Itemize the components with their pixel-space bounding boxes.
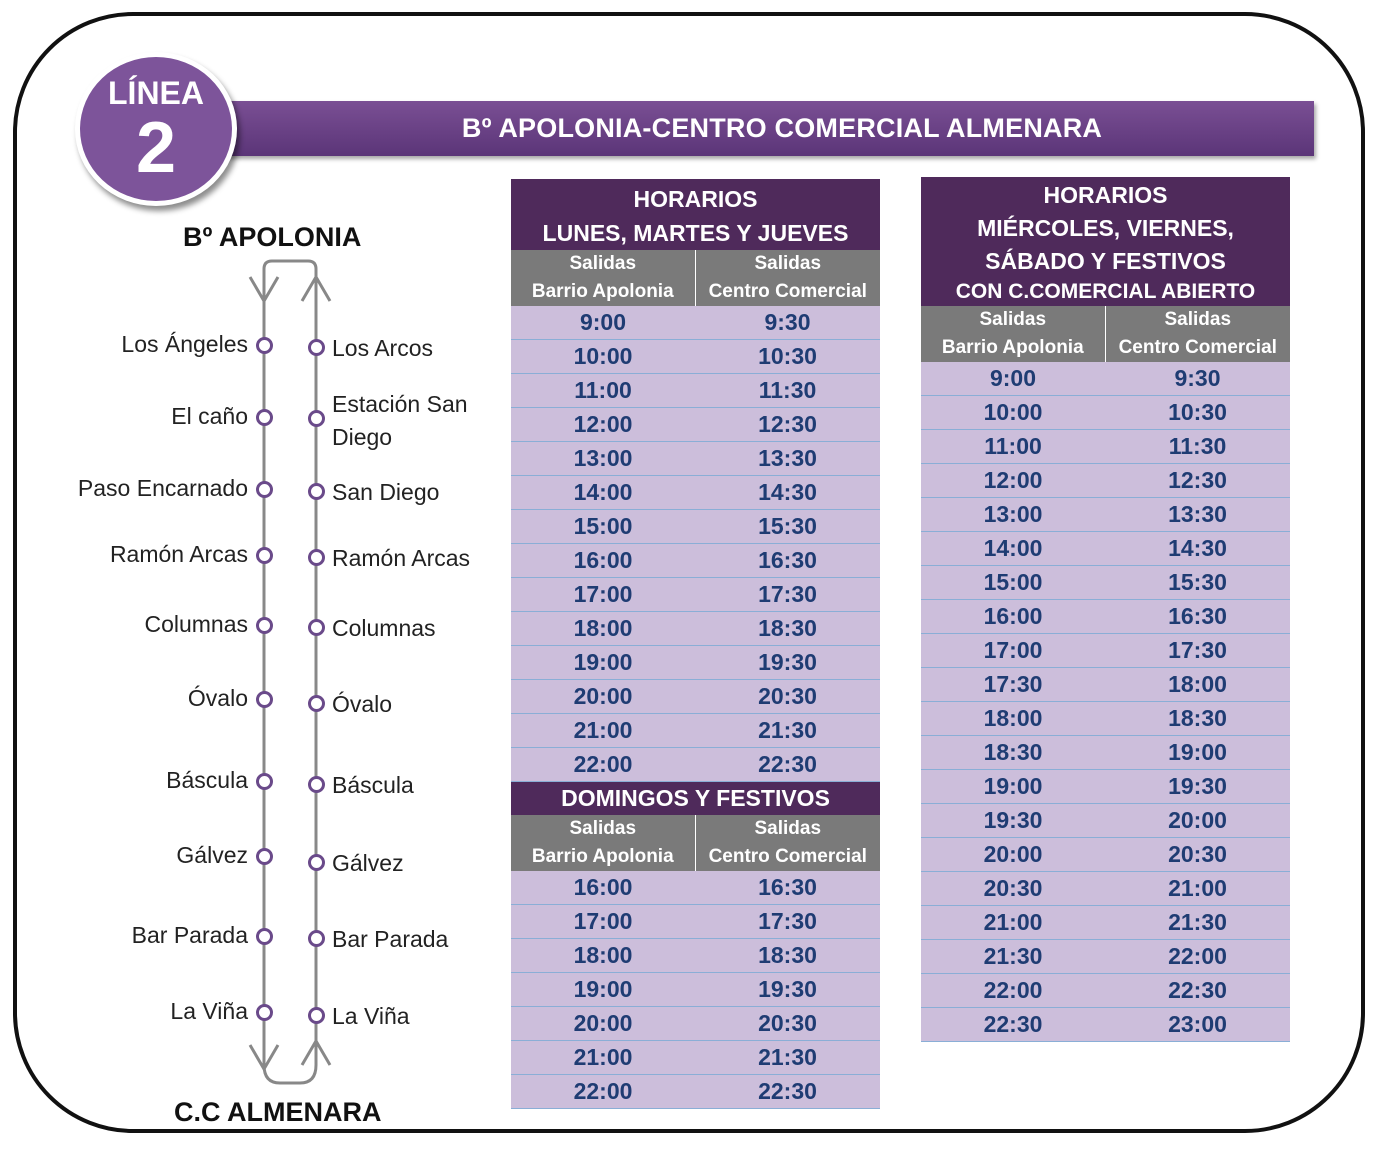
schedule-row	[511, 680, 880, 714]
departure-apolonia: 19:00	[921, 770, 1105, 804]
departure-apolonia: 9:00	[921, 362, 1105, 396]
departure-apolonia: 20:00	[921, 838, 1105, 872]
stop-marker-icon	[308, 930, 325, 947]
schedule-row	[921, 838, 1290, 872]
departure-centro: 18:30	[695, 939, 880, 973]
schedule-row	[511, 871, 880, 905]
schedule-row	[921, 566, 1290, 600]
departure-apolonia: 10:00	[921, 396, 1105, 430]
stop-marker-icon	[256, 617, 273, 634]
schedule-weekday-table	[511, 179, 880, 1109]
departure-centro: 15:30	[1105, 566, 1290, 600]
stop-marker-icon	[308, 1007, 325, 1024]
stop-marker-icon	[308, 549, 325, 566]
stop-marker-icon	[308, 695, 325, 712]
departure-apolonia: 15:00	[921, 566, 1105, 600]
departure-centro: 10:30	[1105, 396, 1290, 430]
stop-label-outbound: Óvalo	[187, 685, 248, 711]
departure-centro: 10:30	[695, 340, 880, 374]
departure-centro: 15:30	[695, 510, 880, 544]
departure-apolonia: 21:00	[511, 714, 695, 748]
departure-apolonia: 13:00	[511, 442, 695, 476]
schedule-row	[511, 1041, 880, 1075]
schedule-row	[511, 1075, 880, 1109]
departure-centro: 13:30	[695, 442, 880, 476]
departure-centro: 19:30	[695, 646, 880, 680]
departure-centro: 17:30	[695, 905, 880, 939]
stop-marker-icon	[256, 1004, 273, 1021]
departure-centro: 9:30	[695, 306, 880, 340]
departure-apolonia: 21:00	[921, 906, 1105, 940]
departure-centro: 16:30	[695, 544, 880, 578]
route-line-diagram	[240, 255, 350, 1095]
departure-apolonia: 12:00	[511, 408, 695, 442]
schedule-row	[511, 374, 880, 408]
stop-marker-icon	[308, 483, 325, 500]
stop-label-outbound: Báscula	[166, 767, 248, 793]
other-title-line3: SÁBADO Y FESTIVOS	[985, 248, 1226, 274]
departure-centro: 18:30	[695, 612, 880, 646]
departure-centro: 22:30	[1105, 974, 1290, 1008]
departure-centro: 12:30	[695, 408, 880, 442]
other-title-line2: MIÉRCOLES, VIERNES,	[977, 215, 1234, 241]
departure-centro: 20:30	[695, 680, 880, 714]
departure-apolonia: 20:00	[511, 680, 695, 714]
stop-label-outbound: Ramón Arcas	[109, 541, 248, 567]
stop-label-outbound: Gálvez	[176, 842, 248, 868]
schedule-row	[511, 510, 880, 544]
stop-marker-icon	[308, 339, 325, 356]
col-header-apolonia: Salidas Barrio Apolonia	[531, 253, 674, 302]
stop-label-inbound: Óvalo	[332, 691, 393, 717]
departure-apolonia: 20:30	[921, 872, 1105, 906]
stop-label-inbound: Los Arcos	[332, 335, 433, 361]
schedule-row	[921, 668, 1290, 702]
schedule-row	[921, 498, 1290, 532]
departure-apolonia: 19:00	[511, 973, 695, 1007]
stop-label-outbound: Bar Parada	[131, 922, 248, 948]
departure-centro: 20:30	[695, 1007, 880, 1041]
schedule-row	[921, 362, 1290, 396]
departure-centro: 19:30	[1105, 770, 1290, 804]
line-number: 2	[135, 108, 177, 188]
schedule-row	[921, 396, 1290, 430]
departure-centro: 17:30	[1105, 634, 1290, 668]
departure-centro: 21:30	[695, 1041, 880, 1075]
departure-apolonia: 11:00	[511, 374, 695, 408]
stop-label-inbound: Gálvez	[332, 850, 404, 876]
schedule-row	[921, 634, 1290, 668]
schedule-row	[511, 714, 880, 748]
stop-marker-icon	[308, 410, 325, 427]
departure-apolonia: 21:30	[921, 940, 1105, 974]
schedule-row	[921, 702, 1290, 736]
departure-centro: 11:30	[1105, 430, 1290, 464]
stop-marker-icon	[256, 547, 273, 564]
departure-apolonia: 17:00	[511, 578, 695, 612]
schedule-row	[921, 906, 1290, 940]
stop-marker-icon	[308, 619, 325, 636]
col-header-centro: Salidas Centro Comercial	[695, 815, 880, 871]
schedule-row	[511, 442, 880, 476]
departure-centro: 21:30	[1105, 906, 1290, 940]
departure-centro: 18:30	[1105, 702, 1290, 736]
schedule-row	[511, 408, 880, 442]
stop-marker-icon	[256, 691, 273, 708]
departure-apolonia: 9:00	[511, 306, 695, 340]
departure-centro: 19:30	[695, 973, 880, 1007]
departure-apolonia: 18:00	[511, 939, 695, 973]
departure-centro: 14:30	[1105, 532, 1290, 566]
departure-centro: 12:30	[1105, 464, 1290, 498]
weekday-title-line2: LUNES, MARTES Y JUEVES	[542, 220, 849, 246]
schedule-row	[511, 340, 880, 374]
departure-apolonia: 12:00	[921, 464, 1105, 498]
departure-apolonia: 19:00	[511, 646, 695, 680]
departure-apolonia: 22:00	[921, 974, 1105, 1008]
departure-apolonia: 18:00	[921, 702, 1105, 736]
stop-label-outbound: El caño	[171, 403, 248, 429]
stop-label-inbound: Báscula	[332, 772, 414, 798]
schedule-row	[921, 770, 1290, 804]
col-header-apolonia: Salidas Barrio Apolonia	[941, 309, 1084, 358]
schedule-row	[511, 476, 880, 510]
schedule-row	[511, 646, 880, 680]
schedule-row	[921, 974, 1290, 1008]
departure-centro: 9:30	[1105, 362, 1290, 396]
sunday-title: DOMINGOS Y FESTIVOS	[511, 782, 880, 816]
stop-marker-icon	[256, 337, 273, 354]
stop-marker-icon	[256, 481, 273, 498]
schedule-row	[921, 804, 1290, 838]
stop-label-outbound: Los Ángeles	[121, 331, 248, 357]
stop-label-outbound: La Viña	[170, 998, 248, 1024]
col-header-apolonia: Salidas Barrio Apolonia	[531, 818, 674, 867]
departure-centro: 13:30	[1105, 498, 1290, 532]
schedule-row	[921, 600, 1290, 634]
schedule-row	[921, 464, 1290, 498]
line-badge	[75, 52, 237, 206]
schedule-row	[921, 940, 1290, 974]
schedule-row	[511, 905, 880, 939]
stop-label-inbound: Columnas	[332, 615, 436, 641]
departure-apolonia: 15:00	[511, 510, 695, 544]
schedule-row	[921, 872, 1290, 906]
schedule-other-table	[921, 177, 1290, 1042]
stop-label-inbound: Estación San Diego	[332, 391, 468, 450]
schedule-row	[511, 612, 880, 646]
departure-apolonia: 14:00	[921, 532, 1105, 566]
weekday-title-line1: HORARIOS	[633, 186, 758, 212]
departure-apolonia: 22:00	[511, 748, 695, 782]
departure-apolonia: 16:00	[511, 871, 695, 905]
stop-marker-icon	[256, 409, 273, 426]
departure-apolonia: 18:00	[511, 612, 695, 646]
departure-centro: 11:30	[695, 374, 880, 408]
departure-centro: 19:00	[1105, 736, 1290, 770]
col-header-centro: Salidas Centro Comercial	[1105, 306, 1290, 362]
schedule-row	[921, 1008, 1290, 1042]
route-title: Bº APOLONIA-CENTRO COMERCIAL ALMENARA	[461, 113, 1103, 143]
stop-label-outbound: Paso Encarnado	[77, 475, 248, 501]
departure-apolonia: 18:30	[921, 736, 1105, 770]
departure-apolonia: 17:30	[921, 668, 1105, 702]
departure-centro: 18:00	[1105, 668, 1290, 702]
departure-centro: 16:30	[695, 871, 880, 905]
schedule-row	[511, 544, 880, 578]
departure-apolonia: 11:00	[921, 430, 1105, 464]
stop-marker-icon	[256, 848, 273, 865]
route-title-banner	[180, 101, 1314, 156]
departure-apolonia: 17:00	[921, 634, 1105, 668]
departure-centro: 21:30	[695, 714, 880, 748]
stop-marker-icon	[256, 928, 273, 945]
col-header-centro: Salidas Centro Comercial	[695, 250, 880, 306]
departure-centro: 20:00	[1105, 804, 1290, 838]
departure-centro: 23:00	[1105, 1008, 1290, 1042]
departure-centro: 20:30	[1105, 838, 1290, 872]
departure-apolonia: 16:00	[921, 600, 1105, 634]
departure-apolonia: 20:00	[511, 1007, 695, 1041]
stop-marker-icon	[256, 773, 273, 790]
departure-centro: 22:00	[1105, 940, 1290, 974]
stop-label-inbound: La Viña	[332, 1003, 410, 1029]
departure-centro: 22:30	[695, 748, 880, 782]
schedule-row	[511, 578, 880, 612]
schedule-row	[511, 748, 880, 782]
other-title-line1: HORARIOS	[1043, 182, 1168, 208]
schedule-row	[921, 532, 1290, 566]
terminal-start: Bº APOLONIA	[183, 222, 362, 252]
departure-apolonia: 22:00	[511, 1075, 695, 1109]
departure-apolonia: 13:00	[921, 498, 1105, 532]
other-title-line4: CON C.COMERCIAL ABIERTO	[955, 280, 1256, 303]
schedule-row	[511, 973, 880, 1007]
line-label: LÍNEA	[108, 75, 204, 111]
departure-centro: 21:00	[1105, 872, 1290, 906]
departure-apolonia: 22:30	[921, 1008, 1105, 1042]
stop-marker-icon	[308, 776, 325, 793]
schedule-row	[511, 306, 880, 340]
terminal-end: C.C ALMENARA	[174, 1097, 382, 1127]
stop-label-inbound: San Diego	[332, 479, 440, 505]
departure-apolonia: 19:30	[921, 804, 1105, 838]
departure-centro: 22:30	[695, 1075, 880, 1109]
schedule-row	[921, 736, 1290, 770]
departure-centro: 14:30	[695, 476, 880, 510]
schedule-row	[511, 939, 880, 973]
departure-centro: 16:30	[1105, 600, 1290, 634]
stop-label-inbound: Bar Parada	[332, 926, 449, 952]
departure-apolonia: 10:00	[511, 340, 695, 374]
departure-apolonia: 17:00	[511, 905, 695, 939]
stop-label-inbound: Ramón Arcas	[332, 545, 471, 571]
departure-apolonia: 21:00	[511, 1041, 695, 1075]
departure-apolonia: 16:00	[511, 544, 695, 578]
stop-marker-icon	[308, 854, 325, 871]
schedule-row	[511, 1007, 880, 1041]
schedule-row	[921, 430, 1290, 464]
departure-apolonia: 14:00	[511, 476, 695, 510]
departure-centro: 17:30	[695, 578, 880, 612]
stop-label-outbound: Columnas	[144, 611, 248, 637]
